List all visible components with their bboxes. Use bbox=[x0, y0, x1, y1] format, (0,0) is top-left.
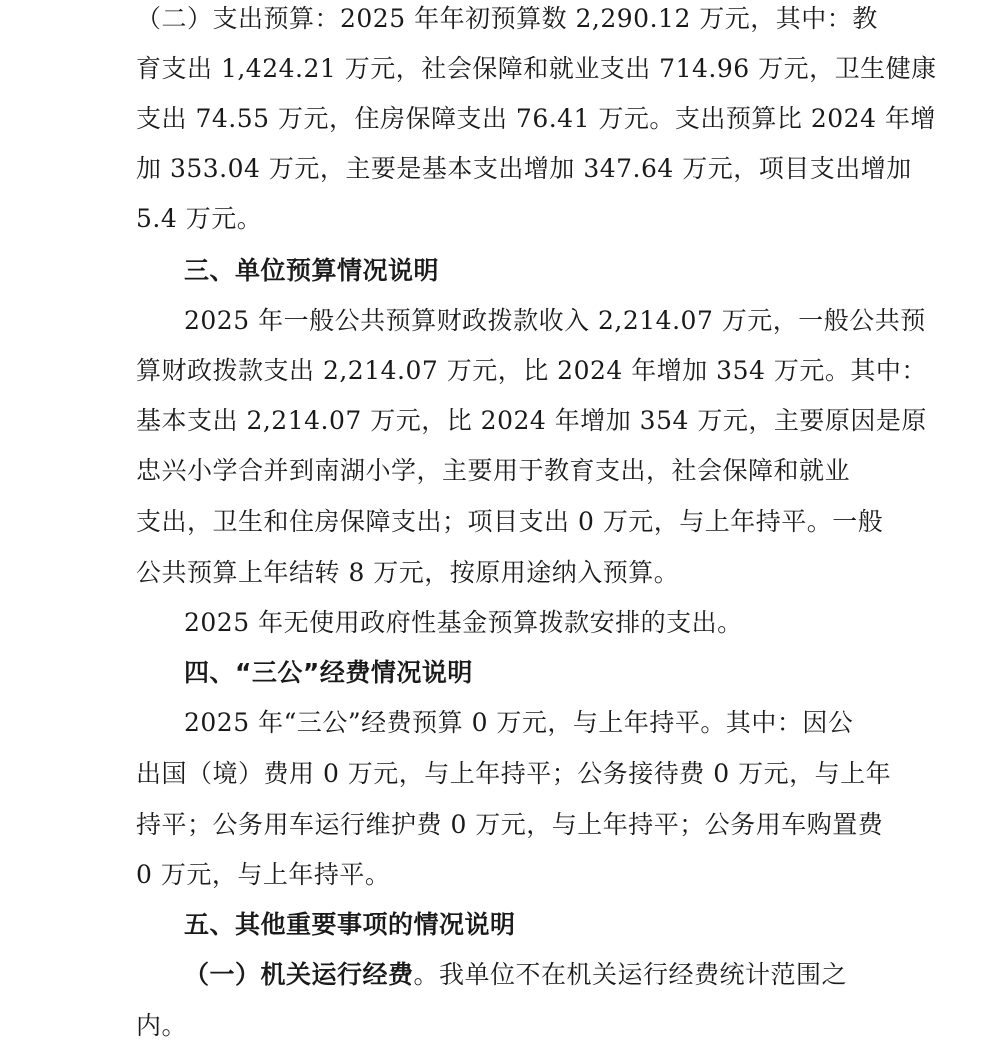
text-line-15: 2025 年“三公”经费预算 0 万元，与上年持平。其中：因公 bbox=[184, 708, 854, 737]
text-line-11: 支出，卫生和住房保障支出；项目支出 0 万元，与上年持平。一般 bbox=[136, 507, 884, 536]
text-line-10: 忠兴小学合并到南湖小学，主要用于教育支出，社会保障和就业 bbox=[136, 456, 851, 485]
text-line-2: 育支出 1,424.21 万元，社会保障和就业支出 714.96 万元，卫生健康 bbox=[136, 54, 937, 83]
section-heading-3: 三、单位预算情况说明 bbox=[184, 256, 440, 285]
text-line-20 bbox=[184, 958, 847, 992]
text-line-9: 基本支出 2,214.07 万元，比 2024 年增加 354 万元，主要原因是原 bbox=[136, 406, 927, 435]
text-line-1: （二）支出预算：2025 年年初预算数 2,290.12 万元，其中：教 bbox=[136, 4, 878, 33]
text-line-16: 出国（境）费用 0 万元，与上年持平；公务接待费 0 万元，与上年 bbox=[136, 759, 892, 788]
text-line-18: 0 万元，与上年持平。 bbox=[136, 860, 391, 889]
text-line-21: 内。 bbox=[136, 1011, 188, 1040]
section-heading-5: 五、其他重要事项的情况说明 bbox=[184, 910, 516, 939]
subsection-text: 。我单位不在机关运行经费统计范围之 bbox=[413, 960, 848, 989]
text-line-4: 加 353.04 万元，主要是基本支出增加 347.64 万元，项目支出增加 bbox=[136, 154, 912, 183]
text-line-3: 支出 74.55 万元，住房保障支出 76.41 万元。支出预算比 2024 年增 bbox=[136, 104, 936, 133]
text-line-13: 2025 年无使用政府性基金预算拨款安排的支出。 bbox=[184, 608, 743, 637]
text-line-7: 2025 年一般公共预算财政拨款收入 2,214.07 万元，一般公共预 bbox=[184, 306, 926, 335]
subsection-label: （一）机关运行经费 bbox=[184, 960, 414, 989]
section-heading-4: 四、“三公”经费情况说明 bbox=[184, 658, 473, 687]
text-line-8: 算财政拨款支出 2,214.07 万元，比 2024 年增加 354 万元。其中： bbox=[136, 356, 927, 385]
text-line-17: 持平；公务用车运行维护费 0 万元，与上年持平；公务用车购置费 bbox=[136, 810, 884, 839]
text-line-12: 公共预算上年结转 8 万元，按原用途纳入预算。 bbox=[136, 558, 680, 587]
text-line-5: 5.4 万元。 bbox=[136, 204, 263, 233]
